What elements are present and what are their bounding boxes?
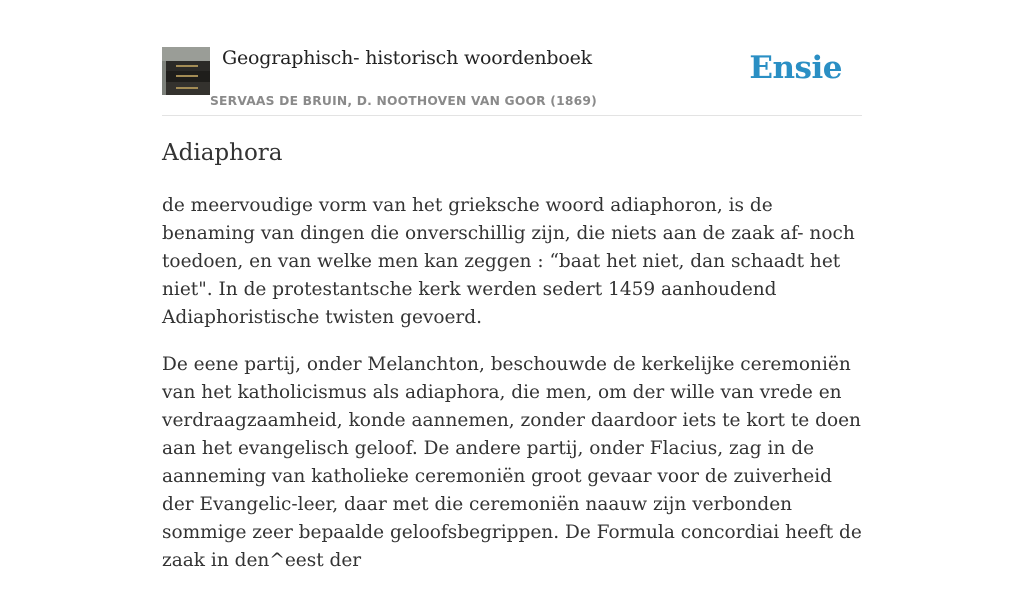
entry-paragraph: De eene partij, onder Melanchton, beschouwde de kerkelijke ceremoniën van het katholicismus als adiaphora, die men, om der wille van vrede en verdraagzaamheid, konde aannemen, zonder daardoor iets te kort te doen aan het evangelisch geloof. De andere partij, onder Flacius, zag in de aanneming van katholieke ceremoniën groot gevaar voor de zuiverheid der Evangelic-leer, daar met die ceremoniën naauw zijn verbonden sommige zeer bepaalde geloofsbegrippen. De Formula concordiai heeft de zaak in den^eest der: [162, 354, 862, 571]
ensie-logo[interactable]: Ensie: [749, 50, 842, 86]
book-cover-avatar[interactable]: [162, 47, 210, 95]
book-cover-icon: [162, 47, 210, 95]
source-header: [162, 46, 862, 116]
book-author: SERVAAS DE BRUIN, D. NOOTHOVEN VAN GOOR (1869): [210, 94, 597, 108]
entry-content: [162, 192, 862, 594]
book-title[interactable]: Geographisch- historisch woordenboek: [222, 47, 592, 69]
entry-paragraph: de meervoudige vorm van het grieksche woord adiaphoron, is de benaming van dingen die onverschillig zijn, die niets aan de zaak af- noch toedoen, en van welke men kan zeggen : “baat het niet, dan schaadt het niet". In de protestantsche kerk werden sedert 1459 aanhoudend Adiaphoristische twisten gevoerd.: [162, 195, 855, 328]
entry-title: Adiaphora: [162, 140, 283, 166]
